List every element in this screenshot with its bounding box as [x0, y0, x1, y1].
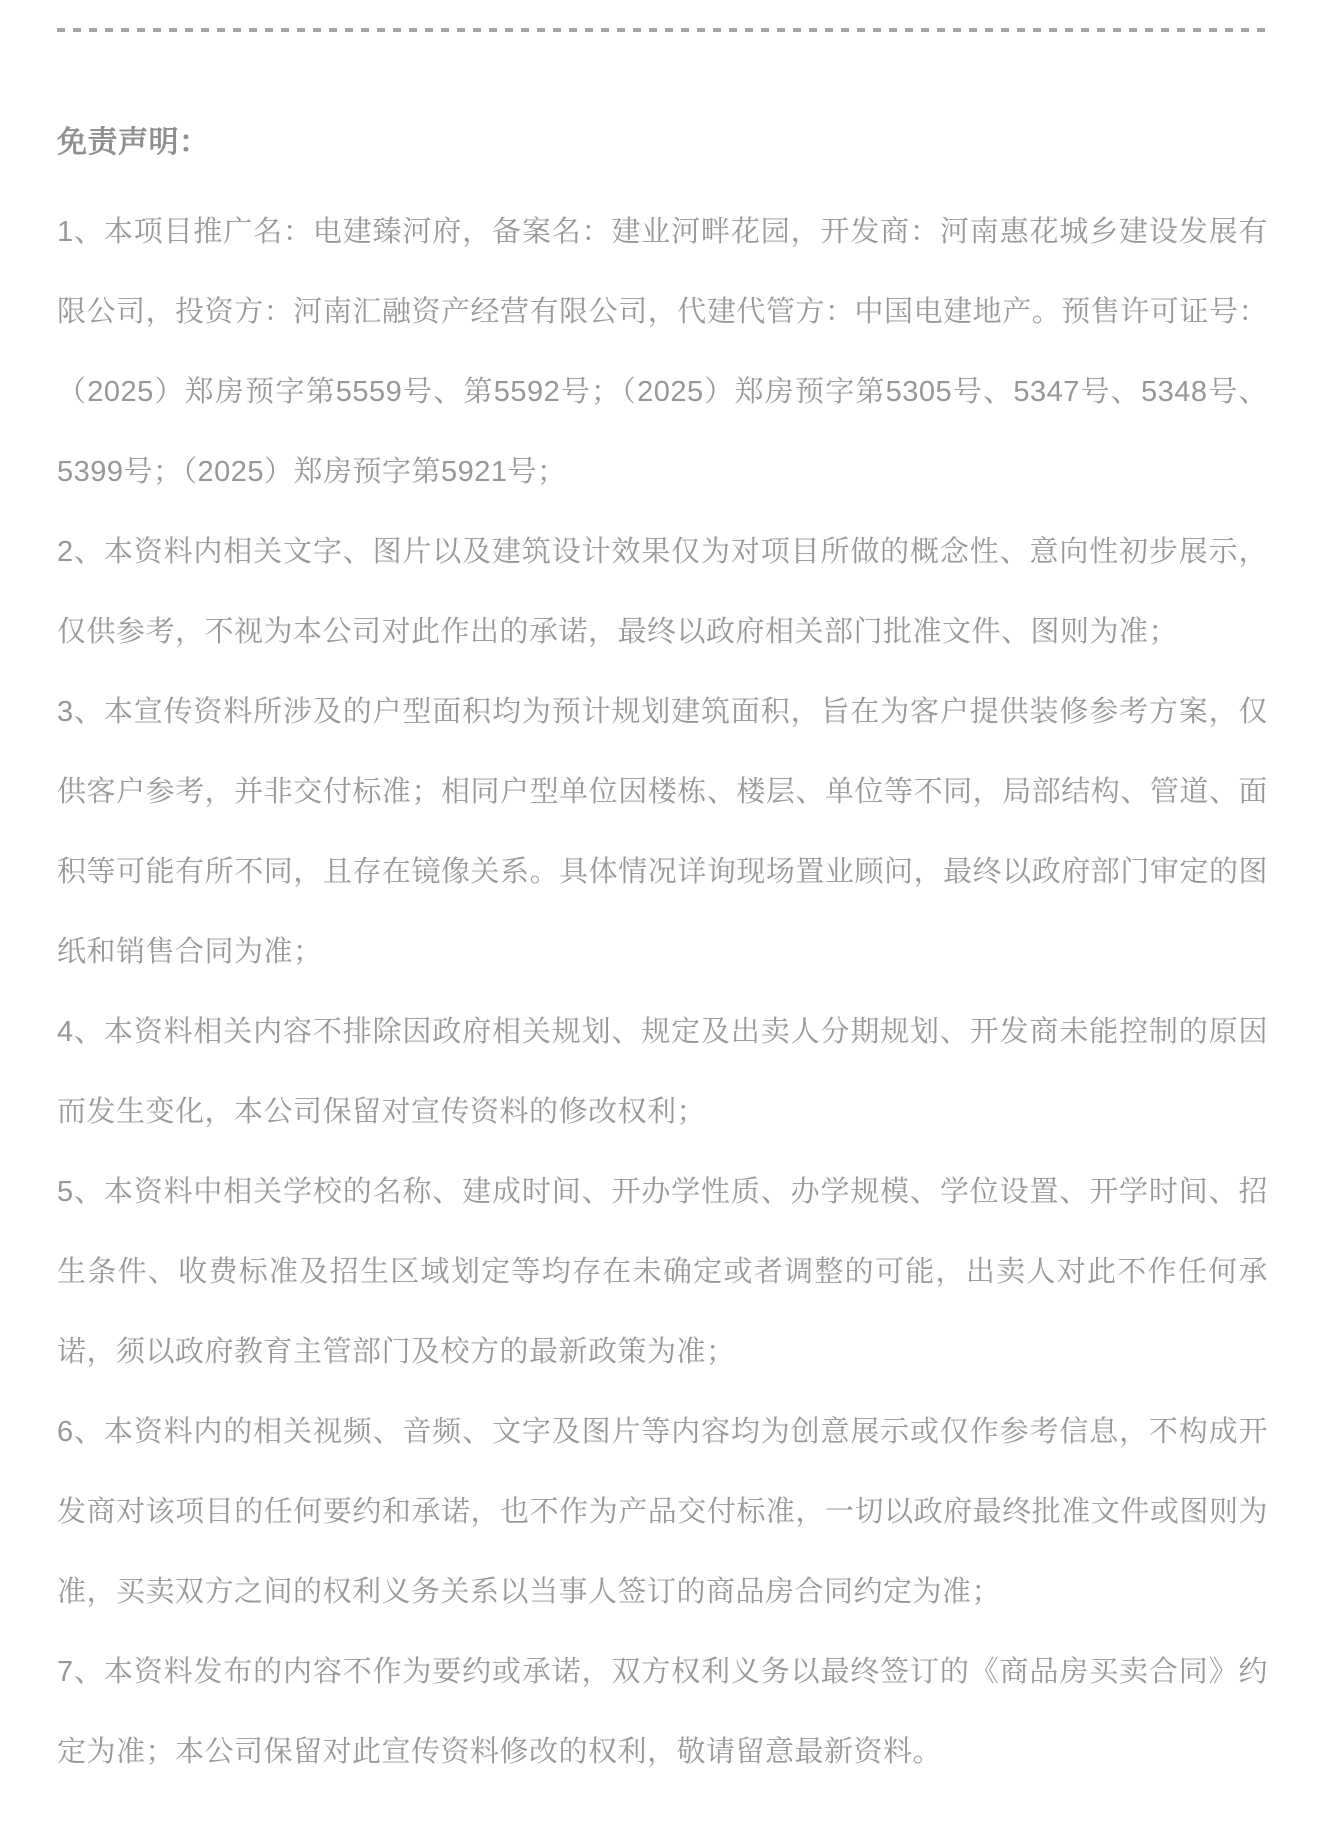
disclaimer-paragraph-7: 7、本资料发布的内容不作为要约或承诺，双方权利义务以最终签订的《商品房买卖合同》约定为准；本公司保留对此宣传资料修改的权利，敬请留意最新资料。 — [57, 1656, 1268, 1768]
disclaimer-paragraph-4: 4、本资料相关内容不排除因政府相关规划、规定及出卖人分期规划、开发商未能控制的原因而发生变化，本公司保留对宣传资料的修改权利； — [57, 1016, 1268, 1128]
disclaimer-paragraph-2: 2、本资料内相关文字、图片以及建筑设计效果仅为对项目所做的概念性、意向性初步展示，仅供参考，不视为本公司对此作出的承诺，最终以政府相关部门批准文件、图则为准； — [57, 536, 1268, 648]
disclaimer-paragraph-1: 1、本项目推广名：电建臻河府，备案名：建业河畔花园，开发商：河南惠花城乡建设发展有限公司，投资方：河南汇融资产经营有限公司，代建代管方：中国电建地产。预售许可证号：（2025）郑房预字第5559号、第5592号；（2025）郑房预字第5305号、5347号、5348号、5399号；（2025）郑房预字第5921号； — [57, 216, 1268, 488]
disclaimer-paragraph-3: 3、本宣传资料所涉及的户型面积均为预计规划建筑面积，旨在为客户提供装修参考方案，仅供客户参考，并非交付标准；相同户型单位因楼栋、楼层、单位等不同，局部结构、管道、面积等可能有所不同，且存在镜像关系。具体情况详询现场置业顾问，最终以政府部门审定的图纸和销售合同为准； — [57, 696, 1268, 968]
disclaimer-paragraph-6: 6、本资料内的相关视频、音频、文字及图片等内容均为创意展示或仅作参考信息，不构成开发商对该项目的任何要约和承诺，也不作为产品交付标准，一切以政府最终批准文件或图则为准，买卖双方之间的权利义务关系以当事人签订的商品房合同约定为准； — [57, 1416, 1268, 1608]
disclaimer-content — [57, 32, 1268, 1792]
disclaimer-heading: 免责声明： — [57, 126, 210, 159]
disclaimer-paragraph-5: 5、本资料中相关学校的名称、建成时间、开办学性质、办学规模、学位设置、开学时间、招生条件、收费标准及招生区域划定等均存在未确定或者调整的可能，出卖人对此不作任何承诺，须以政府教育主管部门及校方的最新政策为准； — [57, 1176, 1268, 1368]
